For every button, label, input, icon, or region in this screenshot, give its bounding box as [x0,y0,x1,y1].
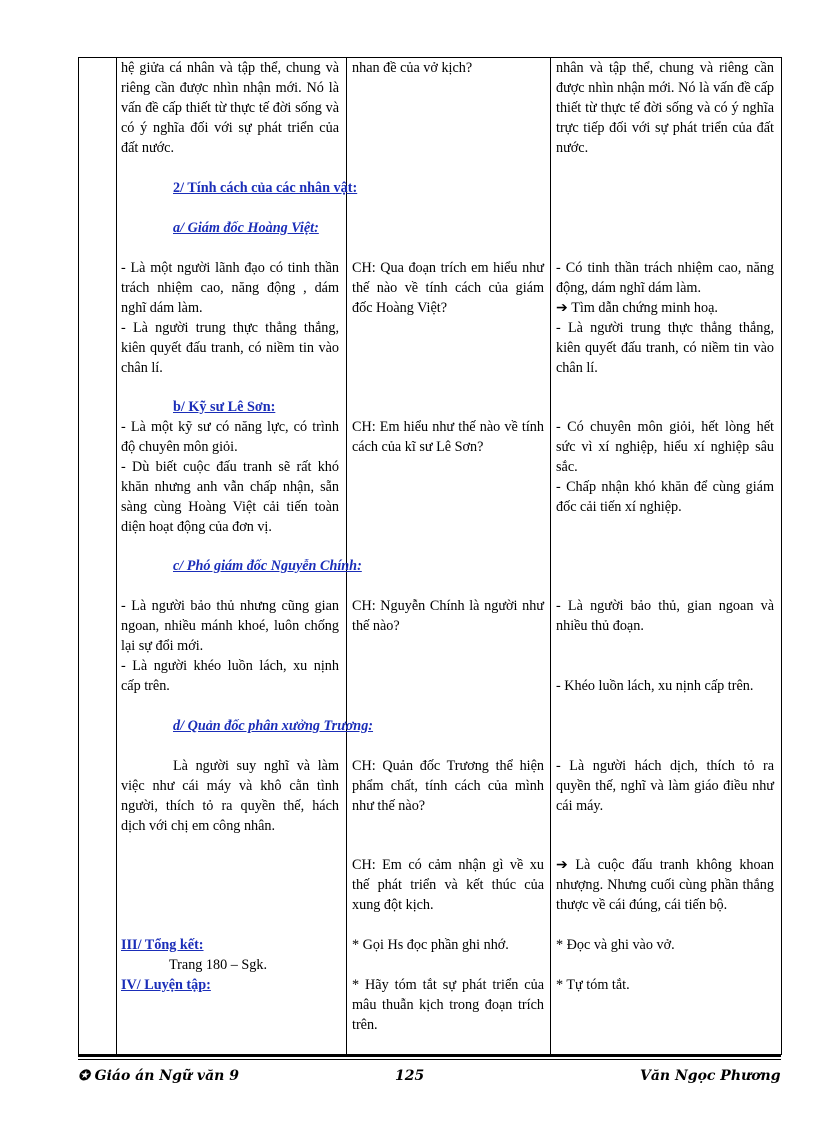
question-nguyen-chinh: CH: Nguyễn Chính là người như thế nào? [352,598,544,634]
circle-icon: ✪ [78,1068,90,1084]
answer-nguyen-chinh-2: - Khéo luồn lách, xu nịnh cấp trên. [556,678,754,694]
footer-author: Văn Ngọc Phương [640,1068,781,1084]
content-le-son: - Là một kỹ sư có năng lực, có trình độ chuyên môn giỏi. - Dù biết cuộc đấu tranh sẽ rất khó khăn nhưng anh vẫn chấp nhận, sẵn sàng cùng Hoàng Việt cải tiến toàn diện hoạt động của đơn vị. [121,419,339,535]
content-hoang-viet: - Là một người lãnh đạo có tinh thần trách nhiệm cao, năng động , dám nghĩ dám làm. - Là người trung thực thẳng thắng, kiên quyết đấu tranh, có niềm tin vào chân lí. [121,260,339,376]
question-conflict: CH: Em có cảm nhận gì về xu thế phát triển và kết thúc của xung đột kịch. [352,857,544,913]
instruction-read: * Gọi Hs đọc phần ghi nhớ. [352,937,509,953]
right-arrow-icon: ➔ [556,857,568,873]
heading-hoang-viet: a/ Giám đốc Hoàng Việt: [173,220,319,236]
answer-conflict: ➔ Là cuộc đấu tranh không khoan nhượng. Nhưng cuối cùng phần thắng thược về cái đúng, cái tiến bộ. [556,857,774,913]
heading-nguyen-chinh: c/ Phó giám đốc Nguyễn Chính: [173,558,362,574]
answer-read: * Đọc và ghi vào vở. [556,937,675,953]
table-divider-2 [346,57,347,1055]
heading-truong: d/ Quản đốc phân xưởng Trương: [173,718,374,734]
heading-summary: III/ Tổng kết: [121,937,204,953]
answer-le-son: - Có chuyên môn giỏi, hết lòng hết sức vì xí nghiệp, hiểu xí nghiệp sâu sắc. - Chấp nhận khó khăn để cùng giám đốc cải tiến xí nghiệp. [556,419,774,515]
table-divider-1 [116,57,117,1055]
answer-intro: nhân và tập thể, chung và riêng cần được nhìn nhận mới. Nó là vấn đề cấp thiết từ thực tế đời sống và có ý nghĩa trực tiếp đối với sự phát triển của đất nước. [556,60,774,156]
answer-truong: - Là người hách dịch, thích tỏ ra quyền thế, nghĩ và làm giáo điều như cái máy. [556,758,774,814]
table-border-left [78,57,79,1055]
content-truong: Là người suy nghĩ và làm việc như cái máy và khô cằn tình người, thích tỏ ra quyền thế, hách dịch với chị em công nhân. [121,758,339,834]
footer-left [78,1068,239,1084]
heading-characters: 2/ Tính cách của các nhân vật: [173,180,358,196]
footer-rule-thin [78,1059,781,1060]
footer-page-number: 125 [395,1068,425,1084]
table-top-border [78,57,781,58]
heading-le-son: b/ Kỹ sư Lê Sơn: [173,399,276,415]
content-intro: hệ giửa cá nhân và tập thể, chung và riêng cần được nhìn nhận mới. Nó là vấn đề cấp thiết từ thực tế đời sống và có ý nghĩa đối với sự phát triển của đất nước. [121,60,339,156]
content-nguyen-chinh: - Là người bảo thủ nhưng cũng gian ngoan, nhiều mánh khoé, luôn chống lại sự đổi mới. - Là người khéo luồn lách, xu nịnh cấp trên. [121,598,339,694]
table-border-right [781,57,782,1055]
heading-practice: IV/ Luyện tập: [121,977,211,993]
answer-hoang-viet: - Có tinh thần trách nhiệm cao, năng động, dám nghĩ dám làm. ➔ Tìm dẫn chứng minh hoạ. - Là người trung thực thẳng thắng, kiên quyết đấu tranh, có niềm tin vào chân lí. [556,260,774,376]
question-truong: CH: Quản đốc Trương thể hiện phẩm chất, tính cách của mình như thế nào? [352,758,544,814]
answer-summarize: * Tự tóm tắt. [556,977,630,993]
footer-course: Giáo án Ngữ văn 9 [94,1068,239,1084]
instruction-summarize: * Hãy tóm tắt sự phát triển của mâu thuẫn kịch trong đoạn trích trên. [352,977,544,1033]
table-divider-3 [550,57,551,1055]
right-arrow-icon: ➔ [556,299,568,316]
question-le-son: CH: Em hiểu như thế nào về tính cách của kĩ sư Lê Sơn? [352,419,544,455]
answer-nguyen-chinh: - Là người bảo thủ, gian ngoan và nhiều thủ đoạn. [556,598,774,634]
question-title: nhan đề của vở kịch? [352,60,473,76]
question-hoang-viet: CH: Qua đoạn trích em hiểu như thế nào về tính cách của giám đốc Hoàng Việt? [352,260,544,316]
footer-rule-thick [78,1054,781,1057]
summary-text: Trang 180 – Sgk. [169,957,268,973]
